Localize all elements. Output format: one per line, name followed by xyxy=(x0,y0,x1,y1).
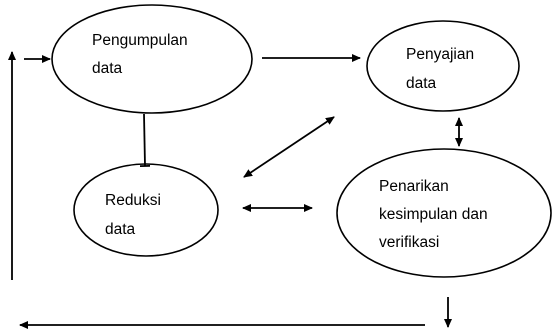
node-pengumpulan-label-line1: Pengumpulan xyxy=(92,32,188,49)
node-penyajian-label-line2: data xyxy=(406,75,437,92)
node-reduksi-label-line1: Reduksi xyxy=(105,192,161,209)
node-penyajian-data xyxy=(367,21,519,111)
node-penarikan-label-line1: Penarikan xyxy=(379,178,449,195)
arrow-reduksi-penyajian xyxy=(244,117,334,177)
node-pengumpulan-data xyxy=(52,5,252,113)
node-penarikan-label-line2: kesimpulan dan xyxy=(379,206,488,223)
node-reduksi-data xyxy=(74,164,218,256)
node-reduksi-label-line2: data xyxy=(105,221,136,238)
node-penarikan-label-line3: verifikasi xyxy=(379,234,440,251)
node-penyajian-label-line1: Penyajian xyxy=(406,46,475,63)
node-pengumpulan-label-line2: data xyxy=(92,60,123,77)
connector-pengumpulan-to-reduksi xyxy=(144,114,145,166)
